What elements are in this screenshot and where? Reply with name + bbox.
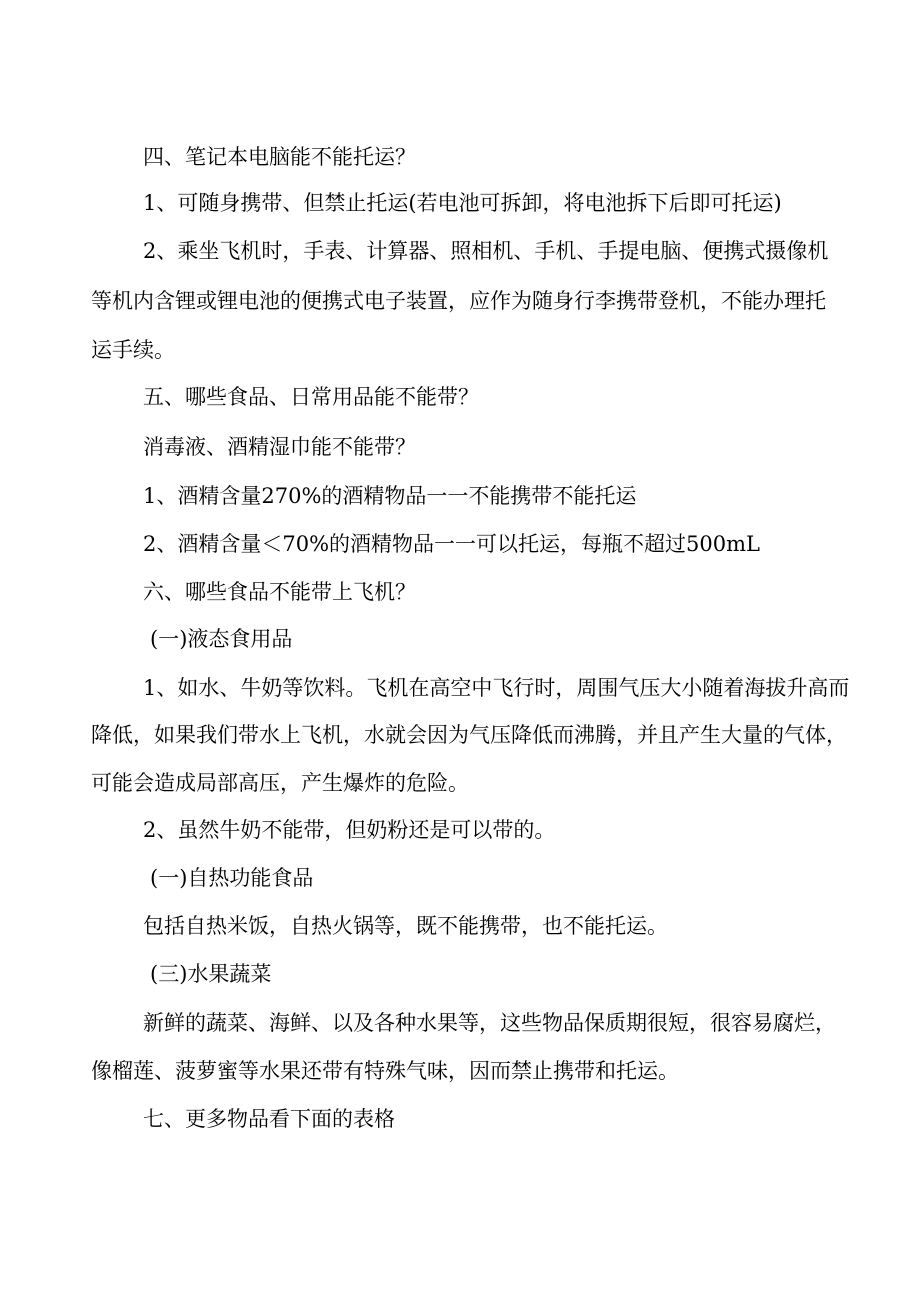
liquid-rule-1-line-3: 可能会造成局部高压，产生爆炸的危险。	[91, 771, 469, 795]
subheading-self-heating-food: (一)自热功能食品	[150, 866, 314, 890]
liquid-rule-1-line-2: 降低，如果我们带水上飞机，水就会因为气压降低而沸腾，并且产生大量的气体，	[91, 723, 847, 747]
laptop-rule-2-line-1: 2、乘坐飞机时，手表、计算器、照相机、手机、手提电脑、便携式摄像机	[143, 239, 829, 263]
liquid-rule-1-line-1: 1、如水、牛奶等饮料。飞机在高空中飞行时，周围气压大小随着海拔升高而	[143, 676, 850, 700]
subheading-liquid-food: (一)液态食用品	[150, 627, 293, 651]
laptop-rule-2-line-3: 运手续。	[91, 338, 175, 362]
heading-food-daily-items: 五、哪些食品、日常用品能不能带？	[143, 385, 479, 409]
alcohol-rule-1: 1、酒精含量270%的酒精物品一一不能携带不能托运	[143, 484, 637, 508]
subheading-disinfectant: 消毒液、酒精湿巾能不能带？	[143, 435, 416, 459]
self-heating-rule: 包括自热米饭，自热火锅等，既不能携带，也不能托运。	[143, 914, 668, 938]
subheading-fruits-vegetables: (三)水果蔬菜	[150, 962, 272, 986]
fruit-rule-line-2: 像榴莲、菠萝蜜等水果还带有特殊气味，因而禁止携带和托运。	[91, 1059, 679, 1083]
heading-laptop-checkin: 四、笔记本电脑能不能托运？	[143, 145, 416, 169]
laptop-rule-2-line-2: 等机内含锂或锂电池的便携式电子装置，应作为随身行李携带登机，不能办理托	[91, 289, 826, 313]
liquid-rule-2: 2、虽然牛奶不能带，但奶粉还是可以带的。	[143, 818, 556, 842]
heading-more-items: 七、更多物品看下面的表格	[143, 1107, 395, 1131]
laptop-rule-1: 1、可随身携带、但禁止托运(若电池可拆卸，将电池拆下后即可托运)	[143, 191, 782, 215]
fruit-rule-line-1: 新鲜的蔬菜、海鲜、以及各种水果等，这些物品保质期很短，很容易腐烂，	[143, 1011, 836, 1035]
heading-food-not-allowed: 六、哪些食品不能带上飞机？	[143, 580, 416, 604]
alcohol-rule-2: 2、酒精含量＜70%的酒精物品一一可以托运，每瓶不超过500mL	[143, 532, 760, 556]
